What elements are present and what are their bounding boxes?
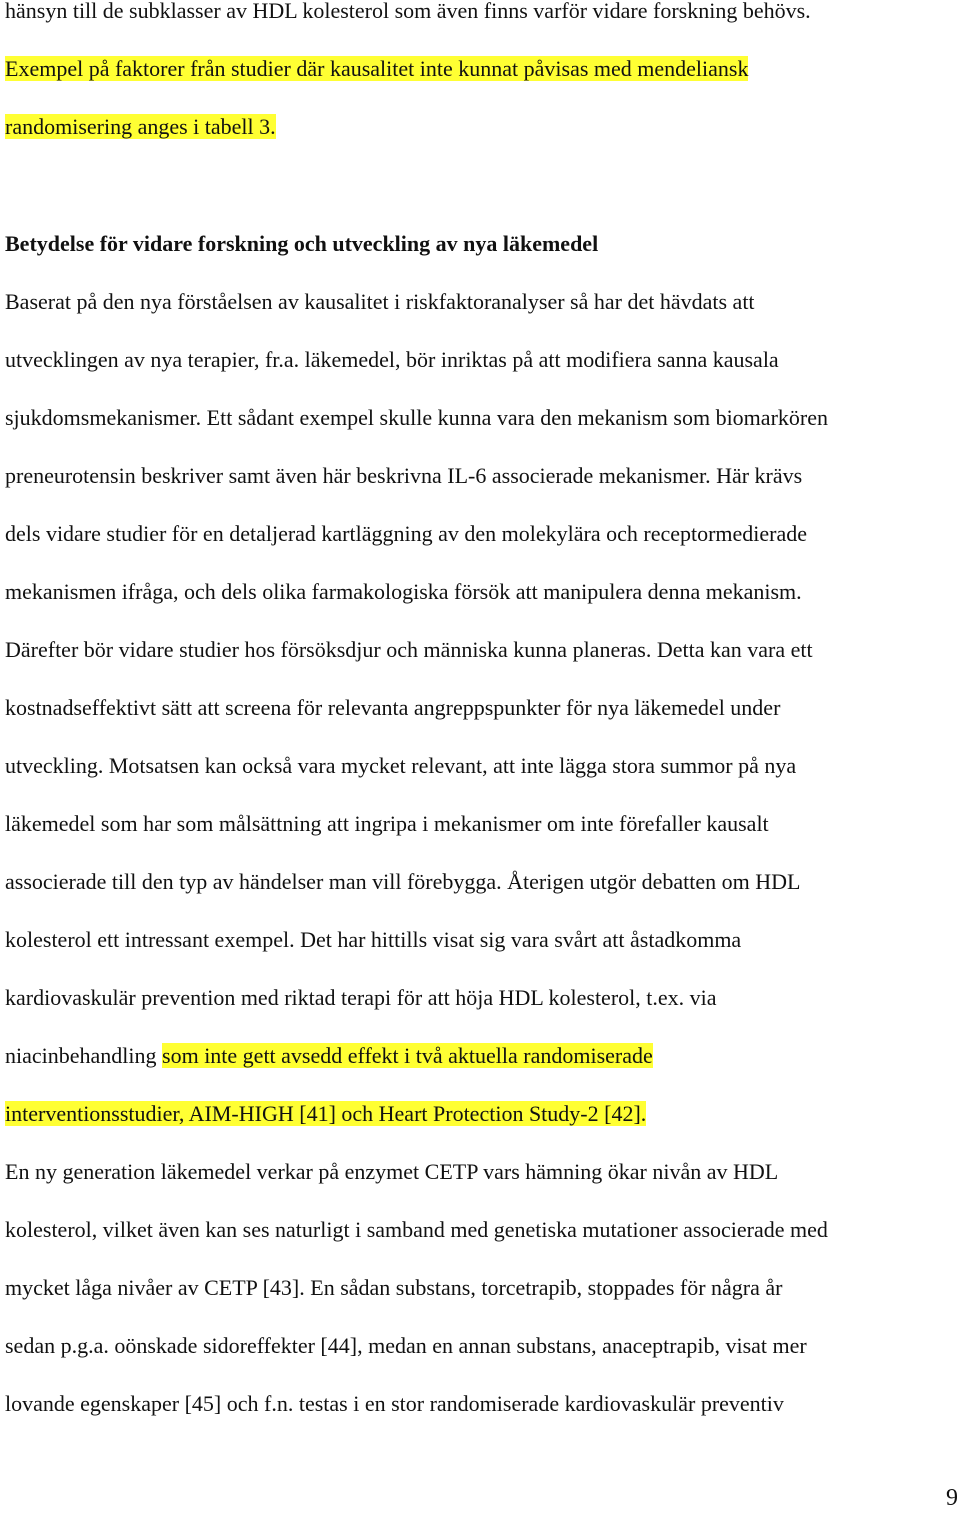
body-line: dels vidare studier för en detaljerad kartläggning av den molekylära och receptormedierade — [5, 521, 808, 546]
intro-line — [5, 52, 748, 86]
body-line: mycket låga nivåer av CETP [43]. En sådan substans, torcetrapib, stoppades för några år — [5, 1275, 783, 1300]
highlighted-text: Exempel på faktorer från studier där kausalitet inte kunnat påvisas med mendeliansk — [5, 56, 749, 81]
body-line: Därefter bör vidare studier hos försöksdjur och människa kunna planeras. Detta kan vara ett — [5, 637, 813, 662]
body-line: mekanismen ifråga, och dels olika farmakologiska försök att manipulera denna mekanism. — [5, 579, 802, 604]
body-line: kardiovaskulär prevention med riktad terapi för att höja HDL kolesterol, t.ex. via — [5, 985, 717, 1010]
highlighted-text: som inte gett avsedd effekt i två aktuella randomiserade — [162, 1043, 653, 1068]
body-line: kostnadseffektivt sätt att screena för relevanta angreppspunkter för nya läkemedel under — [5, 695, 781, 720]
body-line: lovande egenskaper [45] och f.n. testas i en stor randomiserade kardiovaskulär preventiv — [5, 1391, 784, 1416]
highlighted-text: interventionsstudier, AIM-HIGH [41] och Heart Protection Study-2 [42]. — [5, 1101, 647, 1126]
body-line: associerade till den typ av händelser man vill förebygga. Återigen utgör debatten om HDL — [5, 869, 801, 894]
body-line: sjukdomsmekanismer. Ett sådant exempel skulle kunna vara den mekanism som biomarkören — [5, 405, 828, 430]
body-line: En ny generation läkemedel verkar på enzymet CETP vars hämning ökar nivån av HDL — [5, 1159, 779, 1184]
body-line: kolesterol ett intressant exempel. Det har hittills visat sig vara svårt att åstadkomma — [5, 927, 742, 952]
highlighted-text: randomisering anges i tabell 3. — [5, 114, 276, 139]
intro-line — [5, 110, 276, 144]
body-line: preneurotensin beskriver samt även här beskrivna IL-6 associerade mekanismer. Här krävs — [5, 463, 803, 488]
body-line: utveckling. Motsatsen kan också vara mycket relevant, att inte lägga stora summor på nya — [5, 753, 797, 778]
body-line — [5, 1097, 646, 1131]
section-heading: Betydelse för vidare forskning och utveckling av nya läkemedel — [5, 231, 599, 256]
body-line: Baserat på den nya förståelsen av kausalitet i riskfaktoranalyser så har det hävdats att — [5, 289, 755, 314]
body-line: kolesterol, vilket även kan ses naturligt i samband med genetiska mutationer associerade med — [5, 1217, 828, 1242]
body-line: läkemedel som har som målsättning att ingripa i mekanismer om inte förefaller kausalt — [5, 811, 769, 836]
body-line — [5, 1039, 653, 1073]
body-line: utvecklingen av nya terapier, fr.a. läkemedel, bör inriktas på att modifiera sanna kausala — [5, 347, 779, 372]
page-number: 9 — [946, 1485, 958, 1511]
plain-text: niacinbehandling — [5, 1043, 163, 1068]
body-line: sedan p.g.a. oönskade sidoreffekter [44], medan en annan substans, anaceptrapib, visat mer — [5, 1333, 807, 1358]
intro-line: hänsyn till de subklasser av HDL kolesterol som även finns varför vidare forskning behövs. — [5, 0, 811, 23]
